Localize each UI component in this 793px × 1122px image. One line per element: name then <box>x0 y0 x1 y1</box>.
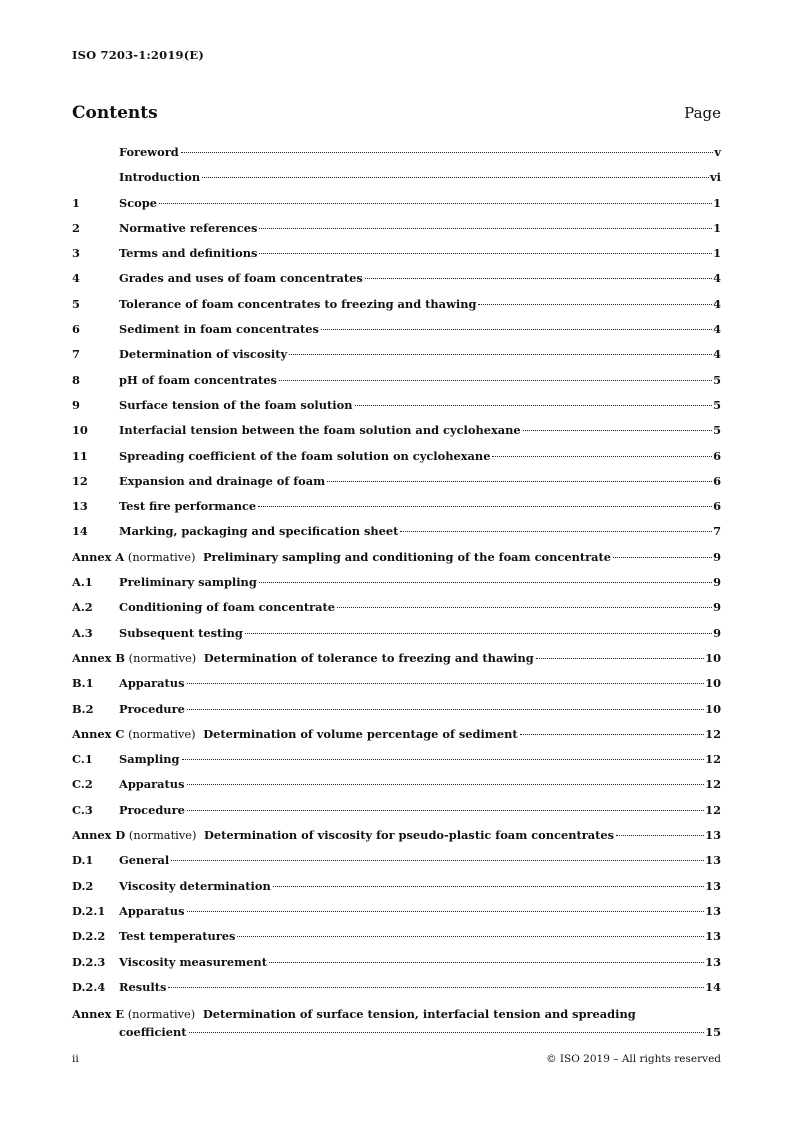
toc-entry-page: 1 <box>713 220 721 235</box>
toc-entry[interactable] <box>72 347 721 372</box>
toc-entry[interactable] <box>72 297 721 322</box>
toc-entry-page: 12 <box>705 802 721 817</box>
toc-entry[interactable] <box>72 449 721 474</box>
toc-entry-page: 15 <box>705 1025 721 1040</box>
toc-entry[interactable] <box>72 929 721 954</box>
toc-entry[interactable] <box>72 221 721 246</box>
toc-entry-number: 4 <box>72 271 80 286</box>
toc-entry[interactable] <box>72 803 721 828</box>
toc-entry[interactable] <box>72 575 721 600</box>
toc-entry-page: 12 <box>705 752 721 767</box>
toc-entry-label: Results <box>119 979 167 994</box>
toc-entry-label: Marking, packaging and specification sheet <box>119 524 399 539</box>
toc-entry-page: 13 <box>705 853 721 868</box>
toc-entry-number: 6 <box>72 322 80 337</box>
toc-entry-number: 10 <box>72 423 88 438</box>
toc-entry-label: Test temperatures <box>119 929 236 944</box>
toc-entry[interactable] <box>72 145 721 170</box>
toc-entry[interactable] <box>72 904 721 929</box>
toc-entry[interactable] <box>72 423 721 448</box>
dot-leader <box>269 962 704 963</box>
toc-entry-label: Sediment in foam concentrates <box>119 322 319 337</box>
toc-entry-page: 13 <box>705 929 721 944</box>
toc-entry-label: Apparatus <box>119 676 185 691</box>
dot-leader <box>613 557 712 558</box>
toc-entry[interactable] <box>72 322 721 347</box>
toc-entry-number: 13 <box>72 499 88 514</box>
toc-entry-label: Grades and uses of foam concentrates <box>119 271 363 286</box>
toc-entry-number: 5 <box>72 296 80 311</box>
dot-leader <box>337 607 712 608</box>
toc-entry-label: Procedure <box>119 701 185 716</box>
toc-entry-page: 4 <box>713 322 721 337</box>
toc-entry-page: 10 <box>705 650 721 665</box>
toc-entry-page: 9 <box>713 625 721 640</box>
annex-title: Determination of volume percentage of sediment <box>199 726 518 741</box>
toc-entry[interactable] <box>72 170 721 195</box>
toc-entry-page: 5 <box>713 372 721 387</box>
toc-entry-page: 9 <box>713 549 721 564</box>
toc-entry[interactable] <box>72 752 721 777</box>
toc-entry-page: 4 <box>713 271 721 286</box>
toc-entry-number: D.2.4 <box>72 979 106 994</box>
annex-title: Determination of viscosity for pseudo-plastic foam concentrates <box>200 828 615 843</box>
annex-title: Determination of surface tension, interfacial tension and spreading <box>198 1007 636 1022</box>
dot-leader <box>400 531 712 532</box>
toc-entry-page: 12 <box>705 726 721 741</box>
dot-leader <box>273 886 704 887</box>
dot-leader <box>237 936 704 937</box>
dot-leader <box>616 835 704 836</box>
dot-leader <box>536 658 704 659</box>
toc-entry-label: Conditioning of foam concentrate <box>119 600 336 615</box>
dot-leader <box>520 734 705 735</box>
toc-entry-page: 14 <box>705 979 721 994</box>
annex-id: Annex D <box>72 828 126 843</box>
toc-entry-number: 12 <box>72 473 88 488</box>
toc-entry-page: v <box>714 145 721 159</box>
toc-entry[interactable] <box>72 499 721 524</box>
toc-entry[interactable] <box>72 727 721 752</box>
toc-entry-page: 10 <box>705 701 721 716</box>
toc-entry-number: 3 <box>72 246 80 261</box>
toc-entry-label: General <box>119 853 170 868</box>
dot-leader <box>189 1032 705 1033</box>
toc-entry-number: D.1 <box>72 853 94 868</box>
toc-entry-page: 7 <box>713 524 721 539</box>
toc-entry[interactable] <box>72 271 721 296</box>
toc-entry[interactable] <box>72 1007 721 1045</box>
toc-entry-number: D.2.3 <box>72 954 106 969</box>
copyright-notice: © ISO 2019 – All rights reserved <box>546 1053 721 1065</box>
toc-entry-label: Procedure <box>119 802 185 817</box>
toc-entry[interactable] <box>72 853 721 878</box>
document-id: ISO 7203-1:2019(E) <box>72 48 204 62</box>
toc-entry[interactable] <box>72 777 721 802</box>
toc-entry[interactable] <box>72 702 721 727</box>
annex-id: Annex E <box>72 1007 125 1022</box>
dot-leader <box>259 582 712 583</box>
toc-entry-label <box>72 727 518 741</box>
toc-entry-page: 13 <box>705 954 721 969</box>
toc-entry-label: Introduction <box>119 170 201 185</box>
toc-entry-page: 13 <box>705 878 721 893</box>
toc-entry-page: 5 <box>713 397 721 412</box>
toc-entry[interactable] <box>72 651 721 676</box>
dot-leader <box>327 481 712 482</box>
toc-entry-number: A.1 <box>72 575 93 590</box>
toc-entry-number: 11 <box>72 448 88 463</box>
dot-leader <box>202 177 709 178</box>
toc-entry-number: A.2 <box>72 600 93 615</box>
annex-id: Annex A <box>72 549 125 564</box>
dot-leader <box>492 456 712 457</box>
toc-entry[interactable] <box>72 398 721 423</box>
toc-entry-page: 6 <box>713 473 721 488</box>
toc-entry-label: Spreading coefficient of the foam solution on cyclohexane <box>119 448 491 463</box>
toc-entry-page: 9 <box>713 600 721 615</box>
toc-entry-number: 14 <box>72 524 88 539</box>
toc-entry-number: A.3 <box>72 625 93 640</box>
toc-entry[interactable] <box>72 676 721 701</box>
dot-leader <box>289 354 712 355</box>
annex-title-continued: coefficient <box>119 1025 187 1040</box>
toc-entry-label: Preliminary sampling <box>119 575 257 590</box>
toc-entry[interactable] <box>72 600 721 625</box>
toc-entry-label: Terms and definitions <box>119 246 258 261</box>
dot-leader <box>159 203 712 204</box>
dot-leader <box>187 709 704 710</box>
toc-entry-number: C.3 <box>72 802 93 817</box>
dot-leader <box>168 987 704 988</box>
toc-entry-label <box>72 651 534 665</box>
toc-entry-label: Determination of viscosity <box>119 347 288 362</box>
toc-entry-label <box>72 1007 721 1025</box>
toc-entry[interactable] <box>72 828 721 853</box>
toc-entry-page: 4 <box>713 347 721 362</box>
toc-entry-label: Scope <box>119 195 157 210</box>
toc-entry-label: Tolerance of foam concentrates to freezing and thawing <box>119 296 477 311</box>
dot-leader <box>171 860 704 861</box>
toc-entry-page: vi <box>710 170 721 185</box>
toc-entry-label: Surface tension of the foam solution <box>119 397 353 412</box>
contents-title: Contents <box>72 103 158 123</box>
toc-entry-number: 1 <box>72 195 80 210</box>
toc-entry-label: Subsequent testing <box>119 625 243 640</box>
toc-entry-page: 6 <box>713 499 721 514</box>
toc-entry-label: Expansion and drainage of foam <box>119 473 326 488</box>
page-column-label: Page <box>684 104 721 122</box>
toc-entry-label: Foreword <box>119 145 179 159</box>
toc-entry-page: 5 <box>713 423 721 438</box>
dot-leader <box>365 278 712 279</box>
toc-entry-label: Apparatus <box>119 903 185 918</box>
annex-title: Determination of tolerance to freezing and thawing <box>199 650 534 665</box>
dot-leader <box>187 683 705 684</box>
annex-id: Annex C <box>72 726 125 741</box>
page-footer <box>72 1053 721 1065</box>
toc-entry-label: Sampling <box>119 752 180 767</box>
dot-leader <box>279 380 712 381</box>
page-number: ii <box>72 1053 79 1065</box>
toc-entry[interactable] <box>72 626 721 651</box>
toc-entry-label: Viscosity measurement <box>119 954 267 969</box>
dot-leader <box>187 784 705 785</box>
table-of-contents <box>72 145 721 1045</box>
toc-entry-number: B.2 <box>72 701 94 716</box>
toc-entry-label: Apparatus <box>119 777 185 792</box>
toc-entry-page: 9 <box>713 575 721 590</box>
toc-entry-page: 12 <box>705 777 721 792</box>
toc-entry-page: 10 <box>705 676 721 691</box>
dot-leader <box>187 810 704 811</box>
toc-entry-number: D.2.1 <box>72 903 106 918</box>
annex-kind: (normative) <box>125 828 201 843</box>
toc-entry-label: Interfacial tension between the foam solution and cyclohexane <box>119 423 521 438</box>
toc-entry-page: 1 <box>713 195 721 210</box>
dot-leader <box>259 253 712 254</box>
toc-entry-page: 13 <box>705 903 721 918</box>
annex-kind: (normative) <box>124 1007 199 1022</box>
toc-entry[interactable] <box>72 474 721 499</box>
toc-entry-page: 1 <box>713 246 721 261</box>
toc-entry-number: C.2 <box>72 777 93 792</box>
dot-leader <box>258 506 712 507</box>
toc-entry[interactable] <box>72 373 721 398</box>
toc-entry[interactable] <box>72 246 721 271</box>
toc-entry-page: 13 <box>705 828 721 843</box>
toc-entry-label: Test fire performance <box>119 499 257 514</box>
toc-entry-label: pH of foam concentrates <box>119 372 277 387</box>
toc-entry-number: D.2.2 <box>72 929 106 944</box>
dot-leader <box>187 911 705 912</box>
toc-entry-page: 6 <box>713 448 721 463</box>
toc-entry-number: 2 <box>72 220 80 235</box>
dot-leader <box>523 430 712 431</box>
toc-entry[interactable] <box>72 980 721 1005</box>
annex-id: Annex B <box>72 650 126 665</box>
toc-entry[interactable] <box>72 524 721 549</box>
contents-header <box>72 103 721 123</box>
annex-title: Preliminary sampling and conditioning of the foam concentrate <box>199 549 612 564</box>
toc-entry[interactable] <box>72 879 721 904</box>
dot-leader <box>259 228 712 229</box>
dot-leader <box>245 633 712 634</box>
annex-kind: (normative) <box>124 726 200 741</box>
dot-leader <box>321 329 712 330</box>
toc-entry-number: D.2 <box>72 878 94 893</box>
toc-entry-label <box>72 550 611 564</box>
toc-entry-page: 4 <box>713 296 721 311</box>
toc-entry[interactable] <box>72 955 721 980</box>
dot-leader <box>182 759 705 760</box>
toc-entry-label: Normative references <box>119 220 258 235</box>
annex-kind: (normative) <box>124 549 200 564</box>
toc-entry-number: C.1 <box>72 752 93 767</box>
dot-leader <box>478 304 712 305</box>
toc-entry[interactable] <box>72 196 721 221</box>
toc-entry-number: 9 <box>72 397 80 412</box>
toc-entry-number: B.1 <box>72 676 94 691</box>
annex-kind: (normative) <box>125 650 200 665</box>
toc-entry-label <box>72 828 614 842</box>
toc-entry[interactable] <box>72 550 721 575</box>
dot-leader <box>355 405 713 406</box>
dot-leader <box>181 152 714 153</box>
toc-entry-label: Viscosity determination <box>119 878 271 893</box>
toc-entry-number: 7 <box>72 347 80 362</box>
toc-entry-number: 8 <box>72 372 80 387</box>
